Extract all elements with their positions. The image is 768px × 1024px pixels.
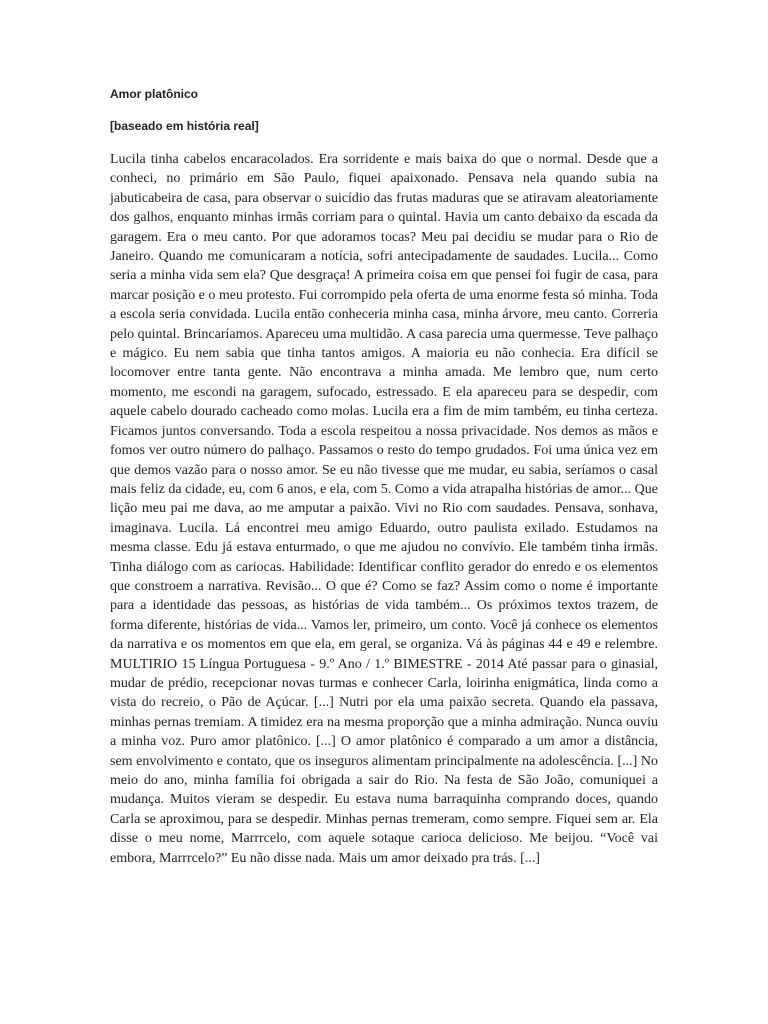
document-subtitle: [baseado em história real] <box>110 119 259 133</box>
document-body-paragraph: Lucila tinha cabelos encaracolados. Era sorridente e mais baixa do que o normal. Desde que a conheci, no primário em São Paulo, fiquei apaixonado. Pensava nela quando subia na jabuticabeira de casa, para observar o suicídio das frutas maduras que se atiravam aleatoriamente dos galhos, enquanto minhas irmãs corriam para o quintal. Havia um canto debaixo da escada da garagem. Era o meu canto. Por que adoramos tocas? Meu pai decidiu se mudar para o Rio de Janeiro. Quando me comunicaram a notícia, sofri antecipadamente de saudades. Lucila... Como seria a minha vida sem ela? Que desgraça! A primeira coisa em que pensei foi fugir de casa, para marcar posição e o meu protesto. Fui corrompido pela oferta de uma enorme festa só minha. Toda a escola seria convidada. Lucila então conheceria minha casa, minha árvore, meu canto. Correria pelo quintal. Brincaríamos. Apareceu uma multidão. A casa parecia uma quermesse. Teve palhaço e mágico. Eu nem sabia que tinha tantos amigos. A maioria eu não conhecia. Era difícil se locomover entre tanta gente. Não encontrava a minha amada. Me lembro que, num certo momento, me escondi na garagem, sufocado, estressado. E ela apareceu para se despedir, com aquele cabelo dourado cacheado como molas. Lucila era a fim de mim também, eu tinha certeza. Ficamos juntos conversando. Toda a escola respeitou a nossa privacidade. Nos demos as mãos e fomos ver outro número do palhaço. Passamos o resto do tempo grudados. Foi uma única vez em que demos vazão para o nosso amor. Se eu não tivesse que me mudar, eu sabia, seríamos o casal mais feliz da cidade, eu, com 6 anos, e ela, com 5. Como a vida atrapalha histórias de amor... Que lição meu pai me dava, ao me amputar a paixão. Vivi no Rio com saudades. Pensava, sonhava, imaginava. Lucila. Lá encontrei meu amigo Eduardo, outro paulista exilado. Estudamos na mesma classe. Edu já estava enturmado, o que me ajudou no convívio. Ele também tinha irmãs. Tinha diálogo com as cariocas. Habilidade: Identificar conflito gerador do enredo e os elementos que constroem a narrativa. Revisão... O que é? Como se faz? Assim como o nome é importante para a identidade das pessoas, as histórias de vida também... Os próximos textos trazem, de forma diferente, histórias de vida... Vamos ler, primeiro, um conto. Você já conhece os elementos da narrativa e os momentos em que ela, em geral, se organiza. Vá às páginas 44 e 49 e relembre. MULTIRIO 15 Língua Portuguesa - 9.º Ano / 1.º BIMESTRE - 2014 Até passar para o ginasial, mudar de prédio, recepcionar novas turmas e conhecer Carla, loirinha enigmática, linda como a vista do recreio, o Pão de Açúcar. [...] Nutri por ela uma paixão secreta. Quando ela passava, minhas pernas tremiam. A timidez era na mesma proporção que a minha admiração. Nunca ouviu a minha voz. Puro amor platônico. [...] O amor platônico é comparado a um amor a distância, sem envolvimento e contato, que os inseguros alimentam principalmente na adolescência. [...] No meio do ano, minha família foi obrigada a sair do Rio. Na festa de São João, comuniquei a mudança. Muitos vieram se despedir. Eu estava numa barraquinha comprando doces, quando Carla se aproximou, para se despedir. Minhas pernas tremeram, como sempre. Fiquei sem ar. Ela disse o meu nome, Marrrcelo, com aquele sotaque carioca delicioso. Me beijou. “Você vai embora, Marrrcelo?” Eu não disse nada. Mais um amor deixado pra trás. [...] <box>110 152 658 866</box>
document-title: Amor platônico <box>110 87 199 101</box>
document-page <box>110 86 658 868</box>
